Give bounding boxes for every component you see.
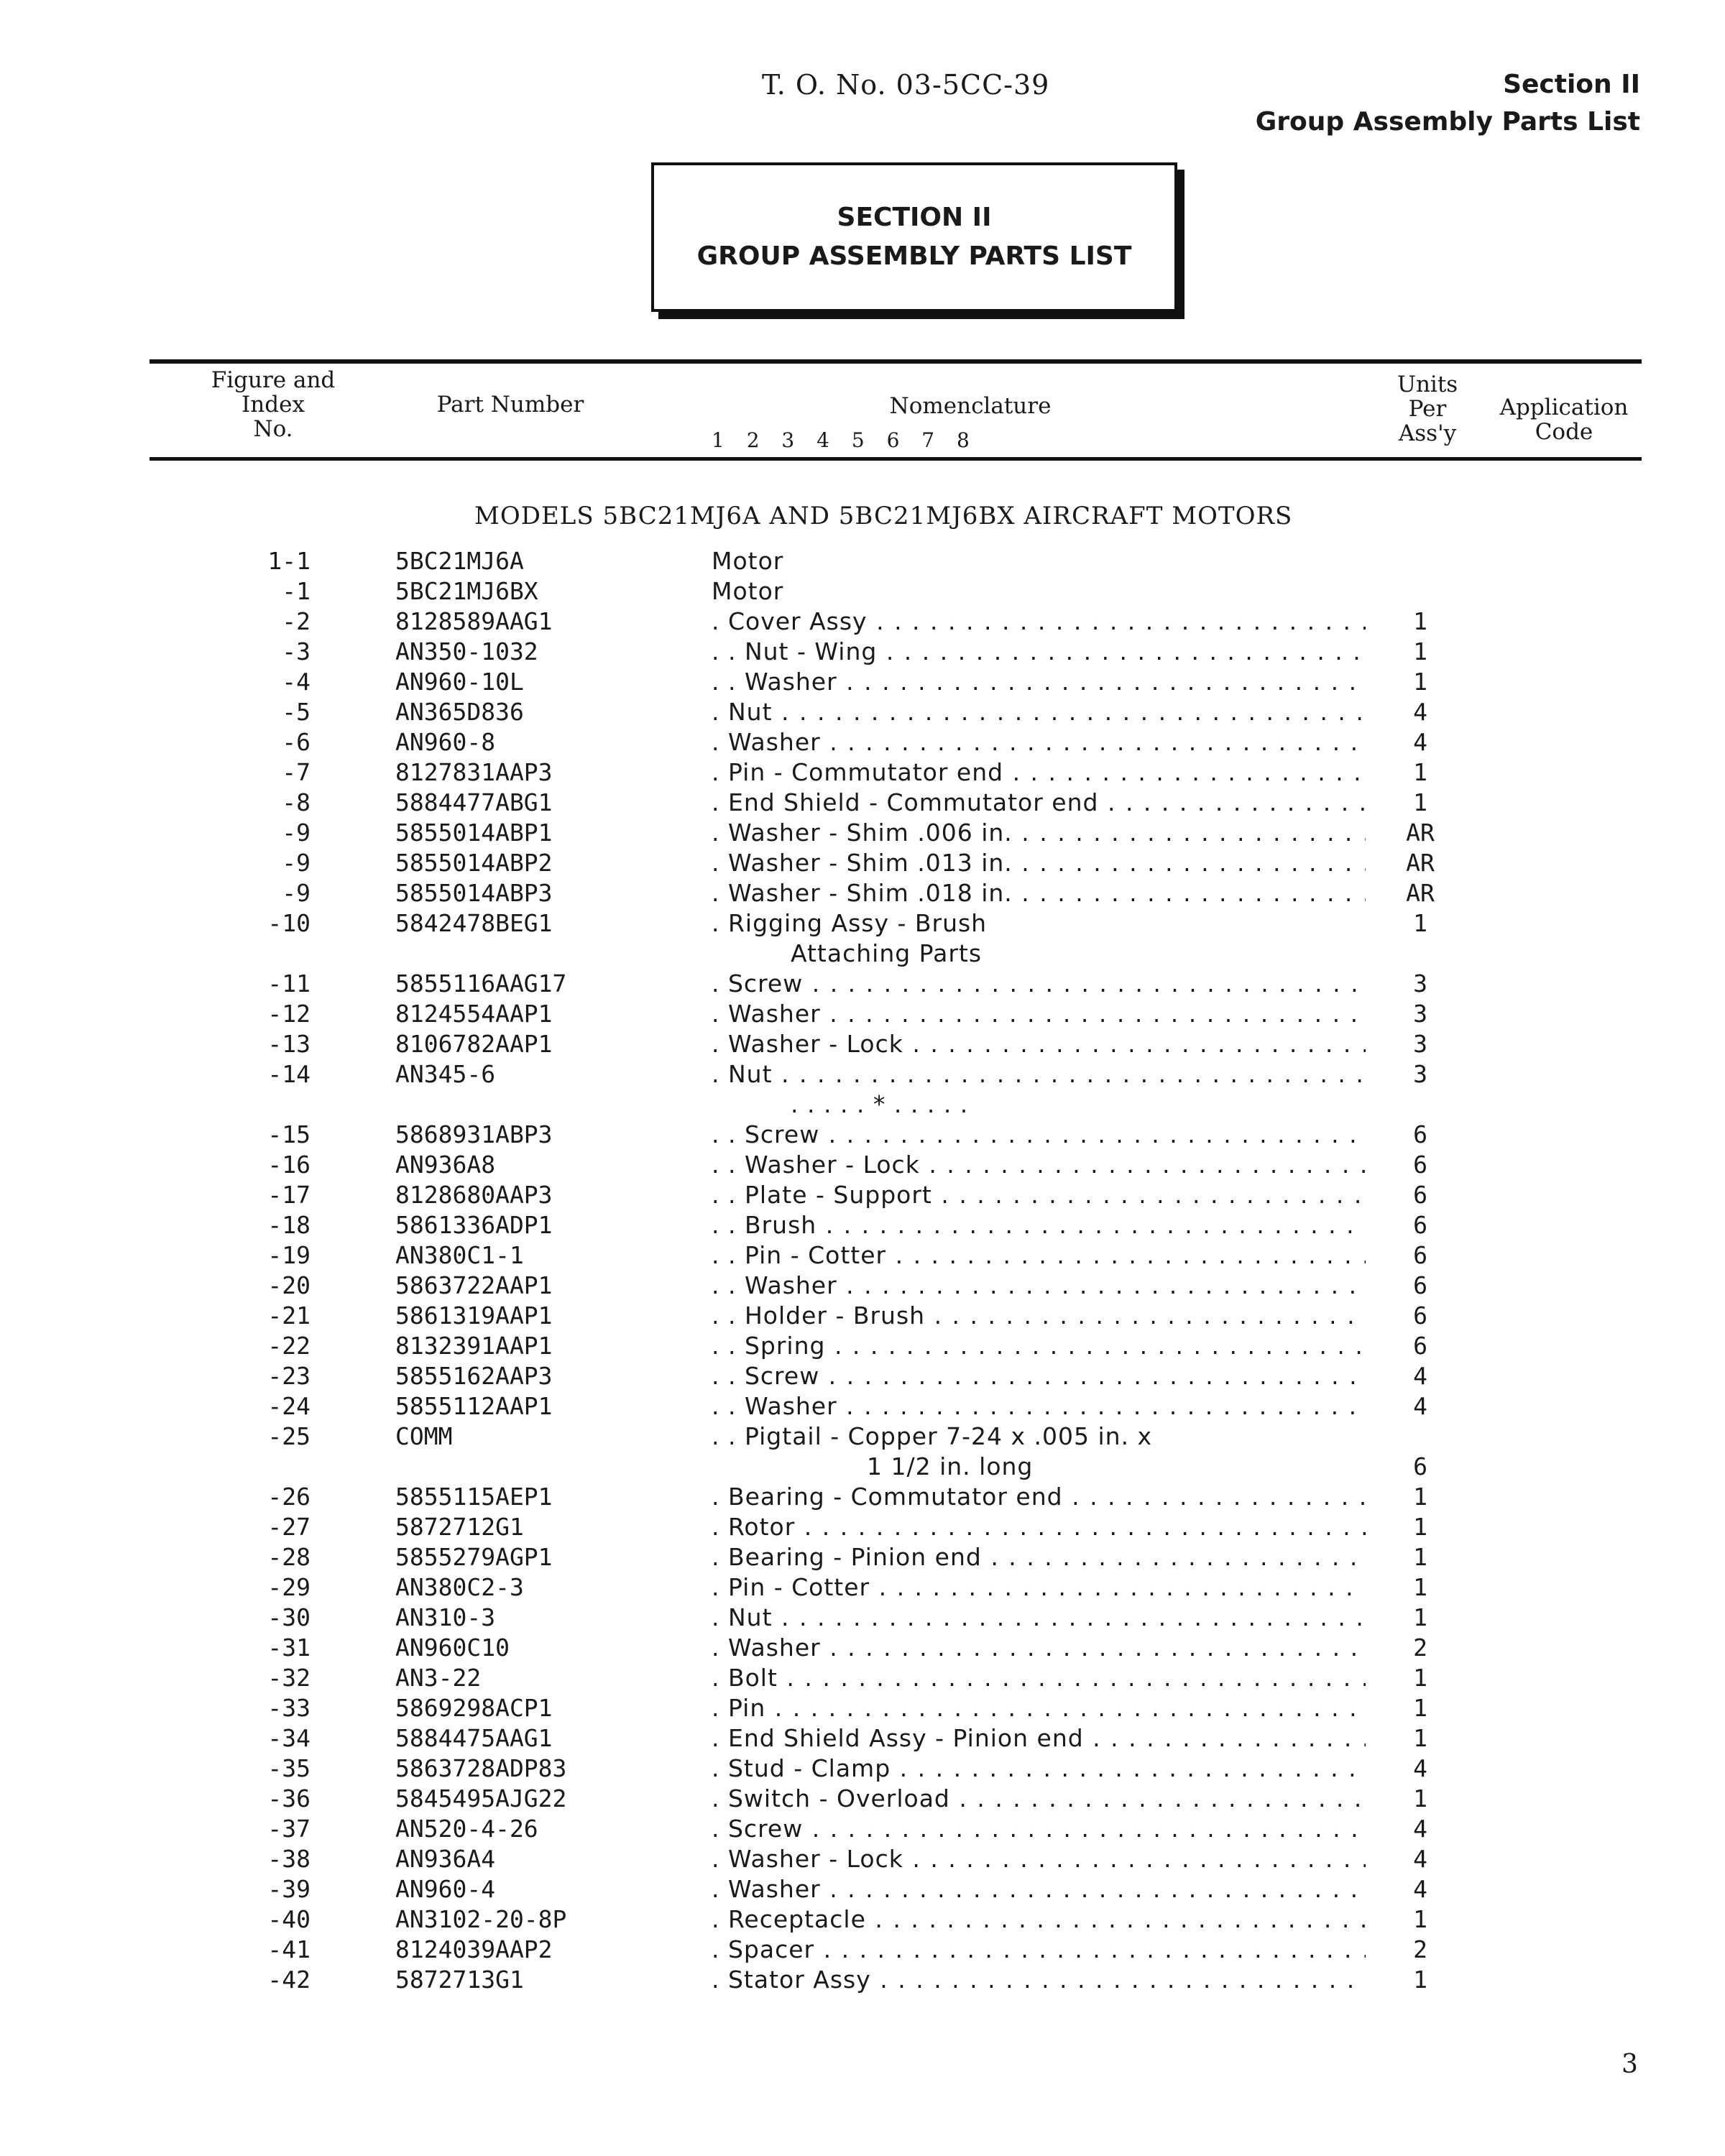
figure-index: -40 xyxy=(267,1905,310,1933)
table-row xyxy=(0,908,1725,939)
col-units-line2: Per xyxy=(1408,396,1447,422)
nomenclature: . Receptacle . . . xyxy=(712,1904,1366,1935)
nomenclature: . . Plate - Support . . . xyxy=(712,1180,1366,1210)
nomenclature: . End Shield - Commutator end . . . xyxy=(712,788,1366,818)
units-per-assy: 6 xyxy=(1413,1302,1427,1330)
table-row xyxy=(0,1904,1725,1935)
nomenclature: . Stud - Clamp . . . xyxy=(712,1754,1366,1784)
nomenclature: . . Screw . . . xyxy=(712,1120,1366,1150)
nomenclature: . Stator Assy . . . xyxy=(712,1965,1366,1995)
part-number: AN3-22 xyxy=(395,1664,482,1692)
part-number: 8106782AAP1 xyxy=(395,1030,553,1058)
units-per-assy: 6 xyxy=(1413,1211,1427,1239)
table-row xyxy=(0,1029,1725,1059)
figure-index: -23 xyxy=(267,1362,310,1390)
nomenclature: . Washer - Shim .018 in. . . . xyxy=(712,878,1366,908)
nomenclature: 1 1/2 in. long xyxy=(867,1452,1034,1480)
figure-index: -11 xyxy=(267,969,310,998)
parts-list xyxy=(0,546,1725,1995)
table-row xyxy=(0,969,1725,999)
figure-index: -32 xyxy=(267,1664,310,1692)
part-number: AN936A8 xyxy=(395,1151,496,1179)
figure-index: -39 xyxy=(267,1875,310,1903)
part-number: 5863722AAP1 xyxy=(395,1271,553,1299)
nomenclature: . Nut . . . xyxy=(712,1603,1366,1633)
units-per-assy: 3 xyxy=(1413,1060,1427,1088)
part-number: AN345-6 xyxy=(395,1060,496,1088)
part-number: AN350-1032 xyxy=(395,637,538,665)
figure-index: -4 xyxy=(282,668,310,696)
part-number: 8124039AAP2 xyxy=(395,1935,553,1963)
figure-index: -18 xyxy=(267,1211,310,1239)
units-per-assy: 3 xyxy=(1413,1030,1427,1058)
nomenclature: . Rotor . . . xyxy=(712,1512,1366,1542)
table-header-rule xyxy=(150,457,1642,461)
nomenclature: . Bearing - Commutator end . . . xyxy=(712,1482,1366,1512)
nomenclature: . Nut . . . xyxy=(712,697,1366,727)
table-row xyxy=(0,1271,1725,1301)
part-number: 8128589AAG1 xyxy=(395,607,553,635)
units-per-assy: 1 xyxy=(1413,1694,1427,1722)
nomenclature: . . Screw . . . xyxy=(712,1361,1366,1391)
figure-index: -22 xyxy=(267,1332,310,1360)
part-number: AN960-4 xyxy=(395,1875,496,1903)
nomenclature: . Switch - Overload . . . xyxy=(712,1784,1366,1814)
figure-index: -29 xyxy=(267,1573,310,1601)
table-row xyxy=(0,999,1725,1029)
units-per-assy: 6 xyxy=(1413,1151,1427,1179)
to-number: T. O. No. 03-5CC-39 xyxy=(762,69,1050,101)
units-per-assy: 6 xyxy=(1413,1452,1427,1480)
part-number: 5861319AAP1 xyxy=(395,1302,553,1330)
nomenclature: . Bearing - Pinion end . . . xyxy=(712,1542,1366,1572)
part-number: 5855279AGP1 xyxy=(395,1543,553,1571)
table-row xyxy=(0,939,1725,969)
nomenclature: . . Pin - Cotter . . . xyxy=(712,1240,1366,1271)
units-per-assy: 1 xyxy=(1413,788,1427,816)
part-number: COMM xyxy=(395,1422,453,1450)
units-per-assy: 2 xyxy=(1413,1935,1427,1963)
part-number: 5872712G1 xyxy=(395,1513,524,1541)
col-app-line1: Application xyxy=(1499,395,1629,420)
figure-index: -34 xyxy=(267,1724,310,1752)
col-figure-line2: Index xyxy=(242,392,305,418)
nomenclature: . Cover Assy . . . xyxy=(712,607,1366,637)
nomenclature-levels: 1 2 3 4 5 6 7 8 xyxy=(712,428,970,452)
figure-index: -27 xyxy=(267,1513,310,1541)
table-row xyxy=(0,1663,1725,1693)
nomenclature: . Rigging Assy - Brush xyxy=(712,909,988,937)
nomenclature: . . Pigtail - Copper 7-24 x .005 in. x xyxy=(712,1422,1153,1450)
col-units xyxy=(1370,372,1485,446)
part-number: 5855112AAP1 xyxy=(395,1392,553,1420)
units-per-assy: 6 xyxy=(1413,1181,1427,1209)
table-row xyxy=(0,1935,1725,1965)
figure-index: 1-1 xyxy=(267,547,310,575)
table-row xyxy=(0,1331,1725,1361)
units-per-assy: 4 xyxy=(1413,1392,1427,1420)
figure-index: -38 xyxy=(267,1845,310,1873)
units-per-assy: 4 xyxy=(1413,1875,1427,1903)
figure-index: -20 xyxy=(267,1271,310,1299)
title-line-2: GROUP ASSEMBLY PARTS LIST xyxy=(696,241,1132,271)
table-row xyxy=(0,637,1725,667)
figure-index: -1 xyxy=(282,577,310,605)
units-per-assy: 1 xyxy=(1413,607,1427,635)
figure-index: -9 xyxy=(282,819,310,847)
table-row xyxy=(0,1633,1725,1663)
figure-index: -7 xyxy=(282,758,310,786)
section-subtitle: Group Assembly Parts List xyxy=(1255,107,1640,137)
table-row xyxy=(0,1844,1725,1874)
table-row xyxy=(0,1482,1725,1512)
nomenclature: . Washer - Lock . . . xyxy=(712,1844,1366,1874)
models-heading: MODELS 5BC21MJ6A AND 5BC21MJ6BX AIRCRAFT MOTORS xyxy=(474,502,1293,530)
figure-index: -33 xyxy=(267,1694,310,1722)
table-row xyxy=(0,878,1725,908)
part-number: AN960-8 xyxy=(395,728,496,756)
part-number: 5855014ABP1 xyxy=(395,819,553,847)
part-number: AN380C2-3 xyxy=(395,1573,524,1601)
figure-index: -35 xyxy=(267,1754,310,1782)
units-per-assy: 1 xyxy=(1413,1784,1427,1812)
table-row xyxy=(0,1754,1725,1784)
units-per-assy: 1 xyxy=(1413,1724,1427,1752)
part-number: 8128680AAP3 xyxy=(395,1181,553,1209)
nomenclature: . Bolt . . . xyxy=(712,1663,1366,1693)
figure-index: -9 xyxy=(282,849,310,877)
units-per-assy: 4 xyxy=(1413,1362,1427,1390)
nomenclature: . Washer . . . xyxy=(712,1633,1366,1663)
table-row xyxy=(0,546,1725,576)
figure-index: -15 xyxy=(267,1120,310,1148)
table-row xyxy=(0,1180,1725,1210)
part-number: AN3102-20-8P xyxy=(395,1905,567,1933)
nomenclature: . Pin - Commutator end . . . xyxy=(712,757,1366,788)
col-nomenclature: Nomenclature xyxy=(889,393,1052,419)
table-top-rule xyxy=(150,359,1642,364)
part-number: AN310-3 xyxy=(395,1603,496,1631)
table-row xyxy=(0,727,1725,757)
table-row xyxy=(0,667,1725,697)
nomenclature: . . Washer - Lock . . . xyxy=(712,1150,1366,1180)
nomenclature: . . Brush . . . xyxy=(712,1210,1366,1240)
nomenclature: . Washer - Shim .006 in. . . . xyxy=(712,818,1366,848)
units-per-assy: 6 xyxy=(1413,1271,1427,1299)
figure-index: -24 xyxy=(267,1392,310,1420)
units-per-assy: 1 xyxy=(1413,668,1427,696)
nomenclature: Motor xyxy=(712,547,784,575)
table-row xyxy=(0,1240,1725,1271)
part-number: 5855014ABP2 xyxy=(395,849,553,877)
part-number: AN365D836 xyxy=(395,698,524,726)
units-per-assy: AR xyxy=(1406,849,1435,877)
nomenclature: . Washer - Shim .013 in. . . . xyxy=(712,848,1366,878)
nomenclature: . Washer . . . xyxy=(712,999,1366,1029)
part-number: 5845495AJG22 xyxy=(395,1784,567,1812)
figure-index: -8 xyxy=(282,788,310,816)
units-per-assy: 3 xyxy=(1413,969,1427,998)
nomenclature: Motor xyxy=(712,577,784,605)
units-per-assy: 1 xyxy=(1413,758,1427,786)
units-per-assy: 2 xyxy=(1413,1634,1427,1662)
table-row xyxy=(0,1361,1725,1391)
table-row xyxy=(0,1784,1725,1814)
units-per-assy: 1 xyxy=(1413,909,1427,937)
table-row xyxy=(0,1814,1725,1844)
nomenclature: . Spacer . . . xyxy=(712,1935,1366,1965)
table-row xyxy=(0,1422,1725,1452)
units-per-assy: 6 xyxy=(1413,1332,1427,1360)
part-number: 5855115AEP1 xyxy=(395,1483,553,1511)
figure-index: -6 xyxy=(282,728,310,756)
table-row xyxy=(0,1512,1725,1542)
units-per-assy: 1 xyxy=(1413,1483,1427,1511)
units-per-assy: 1 xyxy=(1413,637,1427,665)
table-row xyxy=(0,1874,1725,1904)
col-app-line2: Code xyxy=(1535,419,1593,445)
part-number: 5869298ACP1 xyxy=(395,1694,553,1722)
figure-index: -17 xyxy=(267,1181,310,1209)
table-row xyxy=(0,1723,1725,1754)
units-per-assy: 6 xyxy=(1413,1241,1427,1269)
part-number: 5855014ABP3 xyxy=(395,879,553,907)
part-number: 5868931ABP3 xyxy=(395,1120,553,1148)
part-number: AN380C1-1 xyxy=(395,1241,524,1269)
table-row xyxy=(0,1603,1725,1633)
units-per-assy: 4 xyxy=(1413,698,1427,726)
nomenclature: . . Washer . . . xyxy=(712,1271,1366,1301)
units-per-assy: 4 xyxy=(1413,1845,1427,1873)
units-per-assy: 1 xyxy=(1413,1966,1427,1994)
part-number: 5884477ABG1 xyxy=(395,788,553,816)
part-number: 8127831AAP3 xyxy=(395,758,553,786)
table-row xyxy=(0,576,1725,607)
table-row xyxy=(0,1693,1725,1723)
figure-index: -3 xyxy=(282,637,310,665)
figure-index: -42 xyxy=(267,1966,310,1994)
figure-index: -28 xyxy=(267,1543,310,1571)
nomenclature: . Washer - Lock . . . xyxy=(712,1029,1366,1059)
units-per-assy: 6 xyxy=(1413,1120,1427,1148)
part-number: AN960C10 xyxy=(395,1634,510,1662)
figure-index: -30 xyxy=(267,1603,310,1631)
nomenclature: . . Spring . . . xyxy=(712,1331,1366,1361)
col-figure-line1: Figure and xyxy=(211,367,336,393)
nomenclature: . . Nut - Wing . . . xyxy=(712,637,1366,667)
units-per-assy: AR xyxy=(1406,879,1435,907)
figure-index: -19 xyxy=(267,1241,310,1269)
part-number: 5884475AAG1 xyxy=(395,1724,553,1752)
table-row xyxy=(0,607,1725,637)
nomenclature: . Screw . . . xyxy=(712,969,1366,999)
table-row xyxy=(0,1150,1725,1180)
figure-index: -12 xyxy=(267,1000,310,1028)
units-per-assy: 4 xyxy=(1413,728,1427,756)
title-line-1: SECTION II xyxy=(837,203,992,232)
section-header xyxy=(1256,66,1640,141)
table-row xyxy=(0,1059,1725,1089)
units-per-assy: 1 xyxy=(1413,1573,1427,1601)
table-row xyxy=(0,1452,1725,1482)
figure-index: -25 xyxy=(267,1422,310,1450)
units-per-assy: AR xyxy=(1406,819,1435,847)
col-units-line1: Units xyxy=(1397,372,1458,397)
table-row xyxy=(0,697,1725,727)
table-row xyxy=(0,1089,1725,1120)
units-per-assy: 1 xyxy=(1413,1603,1427,1631)
part-number: 5BC21MJ6A xyxy=(395,547,524,575)
section-label: Section II xyxy=(1503,70,1640,99)
units-per-assy: 1 xyxy=(1413,1543,1427,1571)
nomenclature: . Pin - Cotter . . . xyxy=(712,1572,1366,1603)
col-figure-index xyxy=(201,368,345,441)
nomenclature: . . . . . * . . . . . xyxy=(791,1090,969,1118)
figure-index: -31 xyxy=(267,1634,310,1662)
table-row xyxy=(0,757,1725,788)
figure-index: -21 xyxy=(267,1302,310,1330)
section-title-box xyxy=(651,162,1177,312)
table-row xyxy=(0,848,1725,878)
table-row xyxy=(0,788,1725,818)
part-number: 5872713G1 xyxy=(395,1966,524,1994)
figure-index: -36 xyxy=(267,1784,310,1812)
part-number: 5855116AAG17 xyxy=(395,969,567,998)
nomenclature: . Pin . . . xyxy=(712,1693,1366,1723)
part-number: 5842478BEG1 xyxy=(395,909,553,937)
col-units-line3: Ass'y xyxy=(1398,420,1457,446)
part-number: 5855162AAP3 xyxy=(395,1362,553,1390)
table-row xyxy=(0,1210,1725,1240)
table-row xyxy=(0,1120,1725,1150)
figure-index: -41 xyxy=(267,1935,310,1963)
part-number: 5861336ADP1 xyxy=(395,1211,553,1239)
table-row xyxy=(0,818,1725,848)
units-per-assy: 4 xyxy=(1413,1754,1427,1782)
figure-index: -37 xyxy=(267,1815,310,1843)
nomenclature: . Washer . . . xyxy=(712,1874,1366,1904)
figure-index: -26 xyxy=(267,1483,310,1511)
table-row xyxy=(0,1572,1725,1603)
table-row xyxy=(0,1391,1725,1422)
units-per-assy: 3 xyxy=(1413,1000,1427,1028)
figure-index: -2 xyxy=(282,607,310,635)
part-number: AN936A4 xyxy=(395,1845,496,1873)
units-per-assy: 4 xyxy=(1413,1815,1427,1843)
col-application-code xyxy=(1492,395,1636,444)
figure-index: -5 xyxy=(282,698,310,726)
page-number: 3 xyxy=(1622,2050,1638,2079)
table-row xyxy=(0,1965,1725,1995)
table-row xyxy=(0,1542,1725,1572)
part-number: AN960-10L xyxy=(395,668,524,696)
part-number: 5BC21MJ6BX xyxy=(395,577,538,605)
units-per-assy: 1 xyxy=(1413,1513,1427,1541)
nomenclature: . . Washer . . . xyxy=(712,667,1366,697)
nomenclature: . Washer . . . xyxy=(712,727,1366,757)
units-per-assy: 1 xyxy=(1413,1905,1427,1933)
nomenclature: . Screw . . . xyxy=(712,1814,1366,1844)
nomenclature: . End Shield Assy - Pinion end . . . xyxy=(712,1723,1366,1754)
part-number: 8132391AAP1 xyxy=(395,1332,553,1360)
col-figure-line3: No. xyxy=(253,416,293,442)
table-row xyxy=(0,1301,1725,1331)
units-per-assy: 1 xyxy=(1413,1664,1427,1692)
nomenclature: . . Washer . . . xyxy=(712,1391,1366,1422)
figure-index: -14 xyxy=(267,1060,310,1088)
figure-index: -16 xyxy=(267,1151,310,1179)
figure-index: -13 xyxy=(267,1030,310,1058)
nomenclature: . Nut . . . xyxy=(712,1059,1366,1089)
part-number: AN520-4-26 xyxy=(395,1815,538,1843)
figure-index: -9 xyxy=(282,879,310,907)
nomenclature: . . Holder - Brush . . . xyxy=(712,1301,1366,1331)
nomenclature: Attaching Parts xyxy=(791,939,983,967)
figure-index: -10 xyxy=(267,909,310,937)
col-part-number: Part Number xyxy=(436,392,584,418)
part-number: 8124554AAP1 xyxy=(395,1000,553,1028)
part-number: 5863728ADP83 xyxy=(395,1754,567,1782)
